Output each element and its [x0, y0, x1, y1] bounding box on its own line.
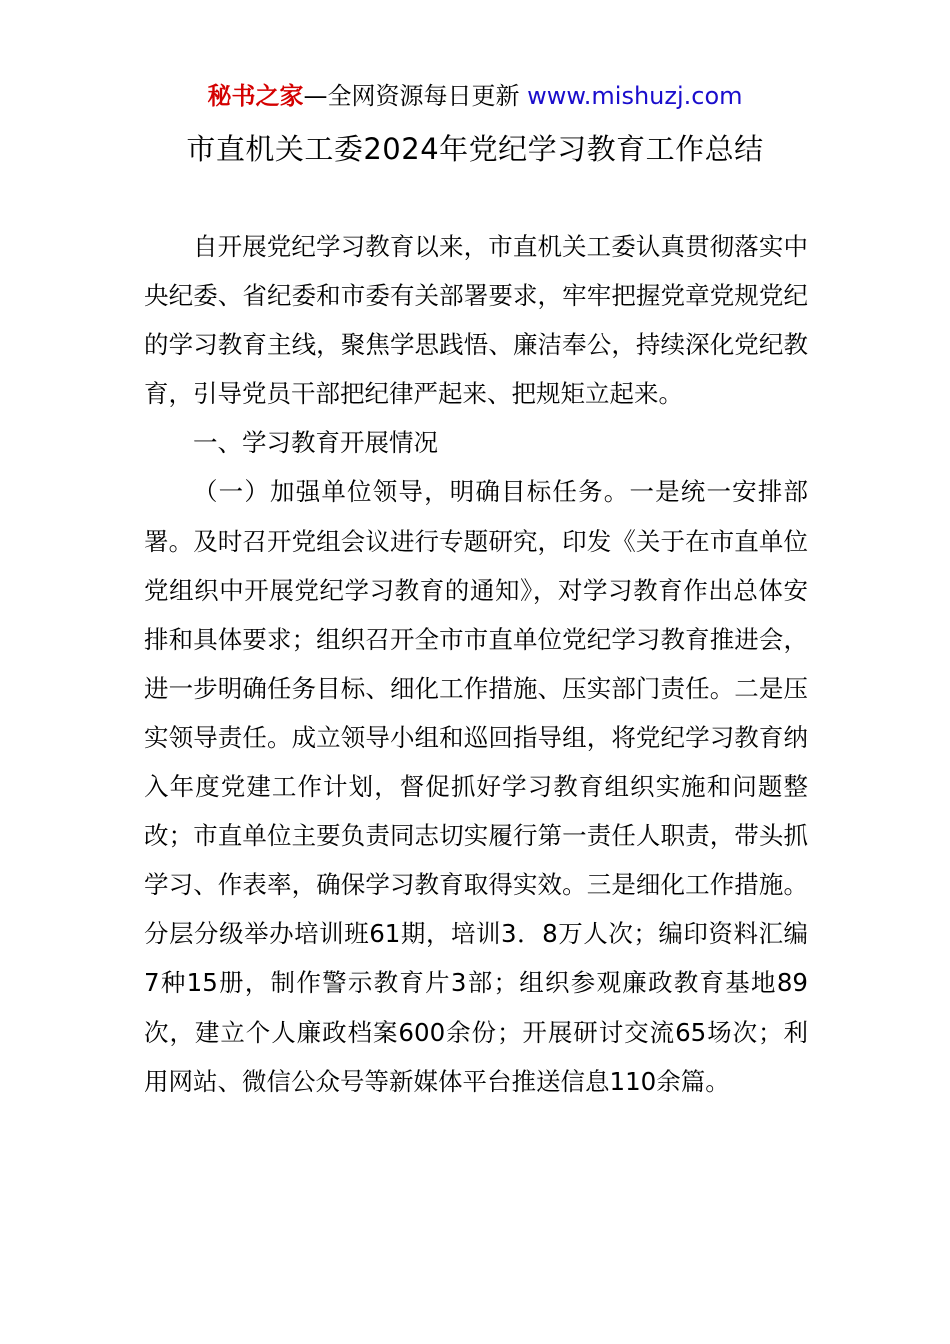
document-title: 市直机关工委2024年党纪学习教育工作总结 [186, 132, 764, 166]
section-paragraph: （一）加强单位领导，明确目标任务。一是统一安排部署。及时召开党组会议进行专题研究，印发《关于在市直单位党组织中开展党纪学习教育的通知》，对学习教育作出总体安排和具体要求；组织召开全市市直单位党纪学习教育推进会，进一步明确任务目标、细化工作措施、压实部门责任。二是压实领导责任。成立领导小组和巡回指导组，将党纪学习教育纳入年度党建工作计划，督促抓好学习教育组织实施和问题整改；市直单位主要负责同志切实履行第一责任人职责，带头抓学习、作表率，确保学习教育取得实效。三是细化工作措施。分层分级举办培训班61期，培训3．8万人次；编印资料汇编7种15册，制作警示教育片3部；组织参观廉政教育基地89次，建立个人廉政档案600余份；开展研讨交流65场次；利用网站、微信公众号等新媒体平台推送信息110余篇。 [144, 477, 808, 1096]
intro-paragraph: 自开展党纪学习教育以来，市直机关工委认真贯彻落实中央纪委、省纪委和市委有关部署要求，牢牢把握党章党规党纪的学习教育主线，聚焦学思践悟、廉洁奉公，持续深化党纪教育，引导党员干部把纪律严起来、把规矩立起来。 [144, 232, 808, 409]
watermark-url-link[interactable]: www.mishuzj.com [527, 82, 743, 110]
section-heading: 一、学习教育开展情况 [193, 428, 438, 458]
site-watermark [0, 80, 950, 112]
document-body [144, 222, 808, 1106]
watermark-brand: 秘书之家 [207, 82, 304, 110]
watermark-tagline: —全网资源每日更新 [303, 82, 528, 110]
